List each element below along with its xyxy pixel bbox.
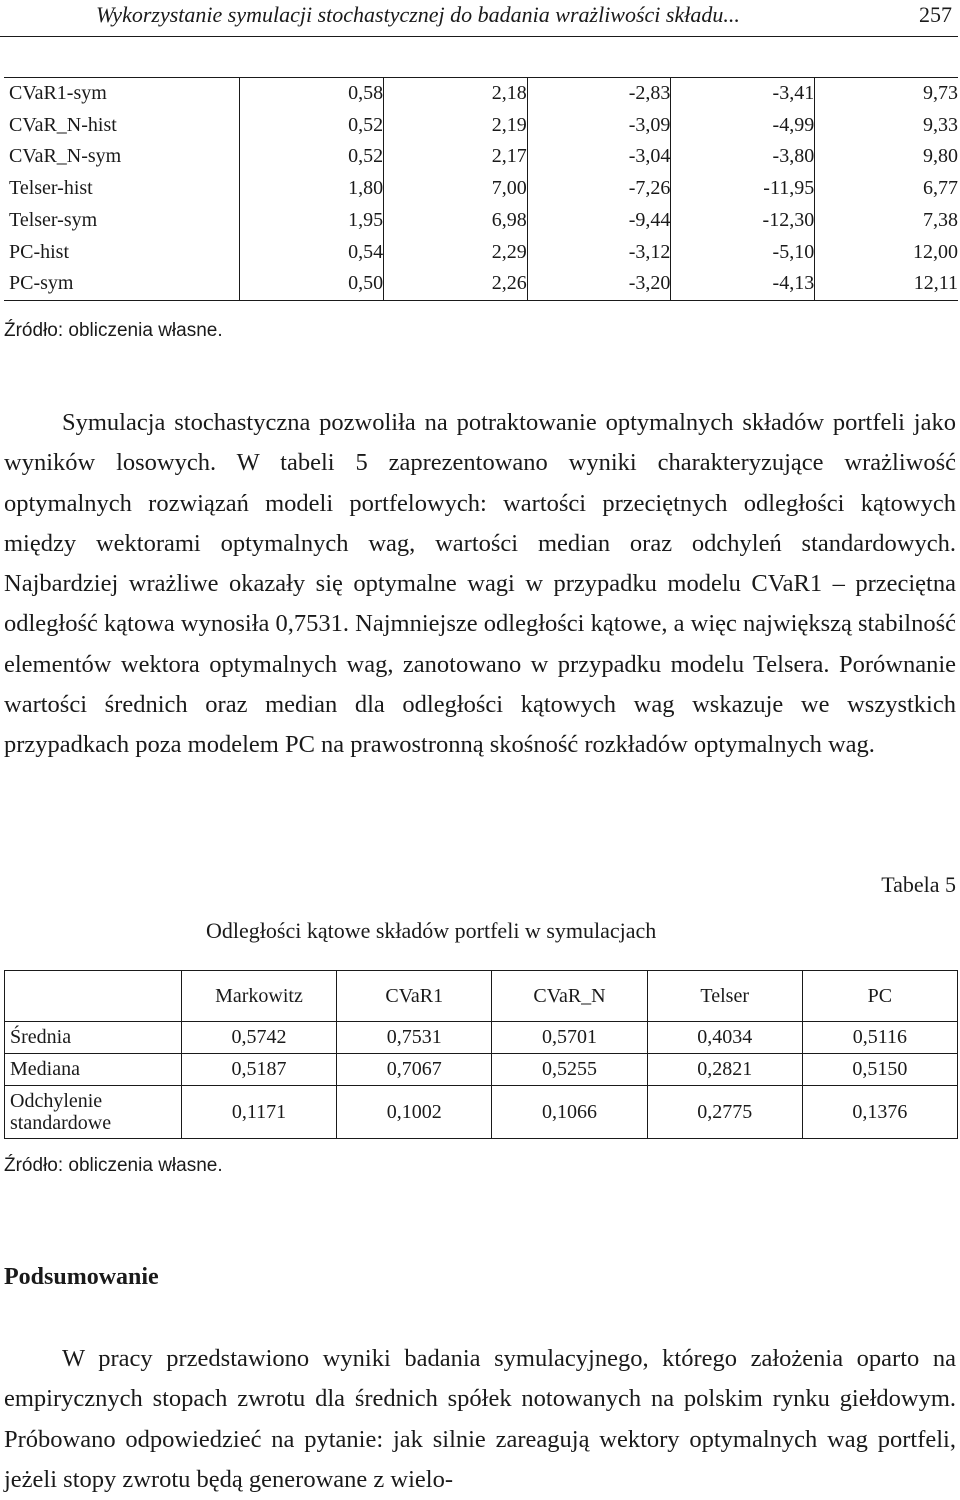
row-label: Odchylenie standardowe bbox=[10, 1090, 112, 1134]
row-label: Telser-hist bbox=[9, 177, 93, 200]
running-title: Wykorzystanie symulacji stochastycznej do badania wrażliwości składu... bbox=[96, 2, 740, 27]
table-cell: 0,2775 bbox=[647, 1086, 802, 1139]
table-cell: -3,41 bbox=[671, 78, 815, 110]
table-cell: 0,5255 bbox=[492, 1054, 647, 1086]
header-cell-empty bbox=[5, 971, 182, 1022]
table-cell: -11,95 bbox=[671, 173, 815, 205]
table-cell: 2,19 bbox=[384, 110, 528, 142]
table-cell: 7,38 bbox=[815, 205, 958, 237]
table-cell: 9,73 bbox=[815, 78, 958, 110]
table-cell: 9,80 bbox=[815, 141, 958, 173]
table-cell: 12,00 bbox=[815, 237, 958, 269]
table-row bbox=[4, 78, 958, 110]
table-row bbox=[5, 1022, 958, 1054]
table-cell: -7,26 bbox=[527, 173, 671, 205]
table-cell: 0,52 bbox=[240, 141, 384, 173]
table-cell: 0,5116 bbox=[802, 1022, 957, 1054]
table-cell: 6,98 bbox=[384, 205, 528, 237]
table-row bbox=[4, 237, 958, 269]
table-cell: 2,18 bbox=[384, 78, 528, 110]
table-cell: 0,5701 bbox=[492, 1022, 647, 1054]
body-paragraph: Symulacja stochastyczna pozwoliła na potraktowanie optymalnych składów portfeli jako wyników losowych. W tabeli 5 zaprezentowano wyniki charakteryzujące wrażliwość optymalnych rozwiązań modeli portfelowych: wartości przeciętnych odległości kątowych między wektorami optymalnych wag, wartości median oraz odchyleń standardowych. Najbardziej wrażliwe okazały się optymalne wagi w przypadku modelu CVaR1 – przeciętna odległość kątowa wynosiła 0,7531. Najmniejsze odległości kątowe, a więc największą stabilność elementów wektora optymalnych wag, zanotowano w przypadku modelu Telsera. Porównanie wartości średnich oraz median dla odległości kątowych wag wskazuje we wszystkich przypadkach poza modelem PC na prawostronną skośność rozkładów optymalnych wag. bbox=[4, 409, 956, 759]
section-heading: Podsumowanie bbox=[4, 1264, 159, 1290]
table-row bbox=[4, 268, 958, 300]
table-continued bbox=[4, 77, 958, 301]
table-5 bbox=[4, 970, 958, 1139]
table-caption: Odległości kątowe składów portfeli w symulacjach bbox=[206, 918, 657, 943]
header-cell: PC bbox=[802, 971, 957, 1022]
table-cell: 9,33 bbox=[815, 110, 958, 142]
table-cell: 0,54 bbox=[240, 237, 384, 269]
table-cell: 0,1002 bbox=[337, 1086, 492, 1139]
table-cell: 1,80 bbox=[240, 173, 384, 205]
table-cell: -3,12 bbox=[527, 237, 671, 269]
table-cell: -12,30 bbox=[671, 205, 815, 237]
table-cell: -2,83 bbox=[527, 78, 671, 110]
table-cell: 0,5742 bbox=[181, 1022, 336, 1054]
table-header-row bbox=[5, 971, 958, 1022]
table-number: Tabela 5 bbox=[881, 872, 956, 897]
table-cell: 0,5187 bbox=[181, 1054, 336, 1086]
table-cell: 0,2821 bbox=[647, 1054, 802, 1086]
table-cell: 0,7067 bbox=[337, 1054, 492, 1086]
table-cell: 2,17 bbox=[384, 141, 528, 173]
table-cell: 2,29 bbox=[384, 237, 528, 269]
table-cell: 0,4034 bbox=[647, 1022, 802, 1054]
row-label: CVaR_N-sym bbox=[9, 145, 122, 168]
table-cell: -4,13 bbox=[671, 268, 815, 300]
table-cell: -3,04 bbox=[527, 141, 671, 173]
row-label-cell bbox=[5, 1086, 182, 1139]
table-continued-body bbox=[4, 78, 958, 301]
table-row bbox=[5, 1054, 958, 1086]
table-cell: 0,1376 bbox=[802, 1086, 957, 1139]
table-cell: 0,50 bbox=[240, 268, 384, 300]
table-cell: 7,00 bbox=[384, 173, 528, 205]
table-cell: 2,26 bbox=[384, 268, 528, 300]
table-cell: 1,95 bbox=[240, 205, 384, 237]
table-cell: -9,44 bbox=[527, 205, 671, 237]
table-cell: -3,09 bbox=[527, 110, 671, 142]
table-cell: 0,1066 bbox=[492, 1086, 647, 1139]
row-label: Średnia bbox=[5, 1022, 182, 1054]
body-paragraph: W pracy przedstawiono wyniki badania symulacyjnego, którego założenia oparto na empirycznych stopach zwrotu dla średnich spółek notowanych na polskim rynku giełdowym. Próbowano odpowiedzieć na pytanie: jak silnie zareagują wektory optymalnych wag portfeli, jeżeli stopy zwrotu będą generowane z wielo- bbox=[4, 1345, 956, 1493]
table-row bbox=[4, 110, 958, 142]
row-label: Telser-sym bbox=[9, 208, 98, 231]
table-row bbox=[4, 173, 958, 205]
header-cell: CVaR1 bbox=[337, 971, 492, 1022]
table-cell: -3,80 bbox=[671, 141, 815, 173]
table-row bbox=[5, 1086, 958, 1139]
table-cell: 0,5150 bbox=[802, 1054, 957, 1086]
table-cell: -5,10 bbox=[671, 237, 815, 269]
row-label: CVaR_N-hist bbox=[9, 113, 117, 136]
table-row bbox=[4, 141, 958, 173]
table-cell: 12,11 bbox=[815, 268, 958, 300]
table-cell: 0,7531 bbox=[337, 1022, 492, 1054]
running-header bbox=[0, 0, 958, 37]
row-label: PC-sym bbox=[9, 272, 74, 295]
row-label: CVaR1-sym bbox=[9, 82, 107, 104]
header-cell: Markowitz bbox=[181, 971, 336, 1022]
table-cell: -3,20 bbox=[527, 268, 671, 300]
row-label: PC-hist bbox=[9, 240, 70, 263]
table-cell: -4,99 bbox=[671, 110, 815, 142]
header-cell: CVaR_N bbox=[492, 971, 647, 1022]
table-cell: 0,52 bbox=[240, 110, 384, 142]
table-cell: 0,1171 bbox=[181, 1086, 336, 1139]
table-source-note: Źródło: obliczenia własne. bbox=[4, 1155, 223, 1176]
table-source-note: Źródło: obliczenia własne. bbox=[4, 320, 223, 341]
header-cell: Telser bbox=[647, 971, 802, 1022]
table-cell: 6,77 bbox=[815, 173, 958, 205]
row-label: Mediana bbox=[5, 1054, 182, 1086]
table-row bbox=[4, 205, 958, 237]
table-cell: 0,58 bbox=[240, 78, 384, 110]
page-number: 257 bbox=[919, 2, 952, 27]
